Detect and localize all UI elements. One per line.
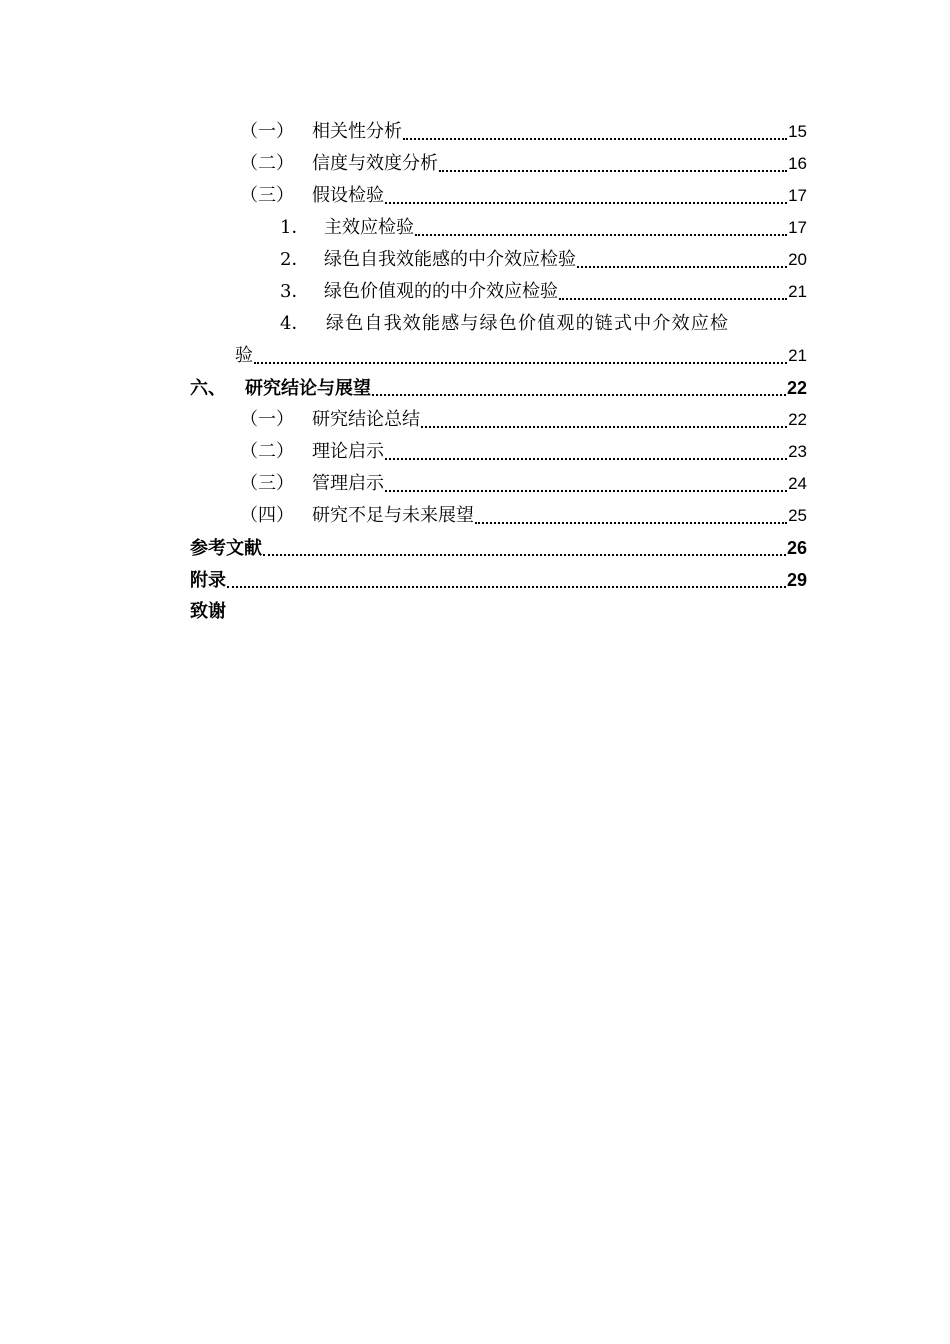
dot-leader [475, 522, 787, 524]
toc-entry-title: 假设检验 [312, 185, 384, 206]
dot-leader [372, 394, 786, 396]
toc-entry-title: 参考文献 [190, 538, 262, 559]
toc-entry-page: 22 [788, 410, 807, 429]
dot-leader [254, 362, 787, 364]
toc-entry[interactable] [280, 244, 807, 276]
toc-entry-page: 23 [788, 442, 807, 461]
dot-leader [421, 426, 787, 428]
toc-entry-title: 研究结论与展望 [245, 378, 371, 399]
toc-entry-page: 16 [788, 154, 807, 173]
toc-entry-title: 研究不足与未来展望 [312, 505, 474, 526]
toc-entry-page: 22 [786, 378, 807, 398]
toc-entry-title: 相关性分析 [312, 121, 402, 142]
dot-leader [559, 298, 787, 300]
toc-entry-page: 17 [788, 186, 807, 205]
toc-entry-title: 理论启示 [312, 441, 384, 462]
toc-entry-number: （三） [240, 473, 294, 494]
toc-entry-number: 2． [280, 249, 310, 270]
toc-entry[interactable] [240, 436, 807, 468]
toc-entry-title: 绿色自我效能感与绿色价值观的链式中介效应检 [326, 313, 730, 334]
toc-entry[interactable] [280, 276, 807, 308]
dot-leader [385, 202, 787, 204]
toc-entry[interactable] [240, 404, 807, 436]
toc-entry-page: 15 [788, 122, 807, 141]
dot-leader [403, 138, 787, 140]
dot-leader [439, 170, 787, 172]
toc-entry-number: （四） [240, 505, 294, 526]
toc-chapter-entry[interactable] [190, 532, 807, 564]
dot-leader [385, 490, 787, 492]
toc-entry-page: 24 [788, 474, 807, 493]
toc-entry-title: 验 [235, 345, 253, 366]
toc-entry-page: 20 [788, 250, 807, 269]
dot-leader [227, 586, 786, 588]
toc-entry[interactable] [240, 116, 807, 148]
toc-entry-title: 附录 [190, 570, 226, 591]
toc-entry-title: 信度与效度分析 [312, 153, 438, 174]
toc-entry[interactable] [240, 468, 807, 500]
toc-entry-number: （一） [240, 121, 294, 142]
dot-leader [263, 554, 786, 556]
dot-leader [415, 234, 787, 236]
toc-entry[interactable] [240, 148, 807, 180]
toc-chapter-entry[interactable] [190, 372, 807, 404]
toc-entry-number: 3． [280, 281, 310, 302]
toc-entry-number: （二） [240, 153, 294, 174]
toc-chapter-entry[interactable] [190, 564, 807, 596]
toc-entry-number: （一） [240, 409, 294, 430]
toc-entry-number: （三） [240, 185, 294, 206]
toc-entry-wrapped[interactable] [280, 308, 807, 340]
dot-leader [577, 266, 787, 268]
toc-entry-number: （二） [240, 441, 294, 462]
toc-entry-title: 绿色自我效能感的中介效应检验 [324, 249, 576, 270]
toc-entry-number: 六、 [190, 378, 226, 399]
toc-entry-page: 21 [788, 282, 807, 301]
toc-entry[interactable] [240, 500, 807, 532]
toc-entry-page: 17 [788, 218, 807, 237]
toc-entry-title: 研究结论总结 [312, 409, 420, 430]
toc-chapter-entry[interactable] [190, 596, 807, 628]
toc-entry-title: 致谢 [190, 601, 226, 622]
toc-entry-page: 29 [786, 570, 807, 590]
toc-entry-page: 21 [788, 346, 807, 365]
toc-entry[interactable] [280, 212, 807, 244]
toc-entry-title: 绿色价值观的的中介效应检验 [324, 281, 558, 302]
toc-entry-page: 25 [788, 506, 807, 525]
toc-entry-number: 4． [280, 313, 310, 334]
toc-entry-title: 主效应检验 [324, 217, 414, 238]
toc-entry-page: 26 [786, 538, 807, 558]
dot-leader [385, 458, 787, 460]
toc-entry-continuation[interactable] [235, 340, 807, 372]
toc-entry-number: 1． [280, 217, 310, 238]
toc-entry[interactable] [240, 180, 807, 212]
toc-entry-title: 管理启示 [312, 473, 384, 494]
